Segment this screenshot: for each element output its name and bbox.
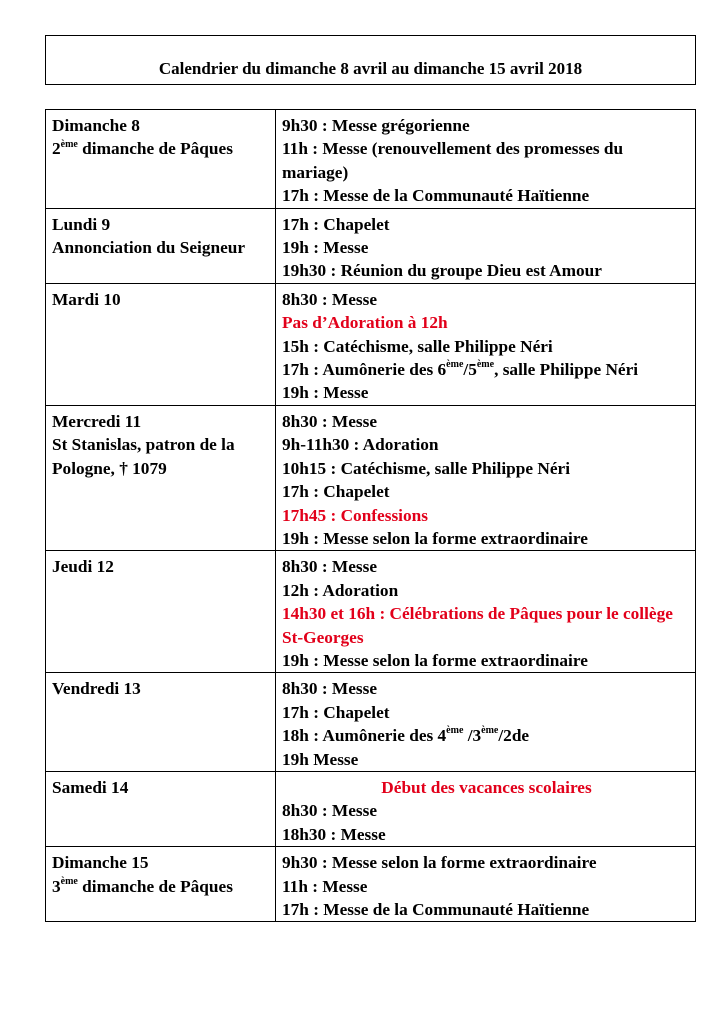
event-line-notice: Pas d’Adoration à 12h <box>282 313 448 333</box>
day-subtitle: 3ème dimanche de Pâques <box>52 875 233 896</box>
day-cell <box>46 208 276 283</box>
calendar-table <box>45 109 696 922</box>
day-name: Mercredi 11 <box>52 411 142 431</box>
event-line-notice: 14h30 et 16h : Célébrations de Pâques pour le collège St-Georges <box>282 604 673 647</box>
event-line: 8h30 : Messe <box>282 411 378 431</box>
day-subtitle: 2ème dimanche de Pâques <box>52 138 233 159</box>
table-row <box>46 551 696 673</box>
event-line: 9h30 : Messe selon la forme extraordinaire <box>282 853 597 873</box>
page-title: Calendrier du dimanche 8 avril au dimanche 15 avril 2018 <box>158 59 583 78</box>
event-line: 11h : Messe (renouvellement des promesses du mariage) <box>282 139 624 182</box>
event-line: 19h : Messe <box>282 383 369 403</box>
event-line-notice: Début des vacances scolaires <box>381 777 592 797</box>
event-line: 19h Messe <box>282 749 359 769</box>
event-line: 19h30 : Réunion du groupe Dieu est Amour <box>282 261 602 281</box>
events-cell <box>276 771 696 846</box>
events-cell <box>276 673 696 772</box>
day-name: Lundi 9 <box>52 214 111 234</box>
event-line: 8h30 : Messe <box>282 679 378 699</box>
event-line: 19h : Messe selon la forme extraordinaire <box>282 650 588 670</box>
event-line: 8h30 : Messe <box>282 557 378 577</box>
event-line: 9h-11h30 : Adoration <box>282 435 439 455</box>
event-line-aumonerie: 18h : Aumônerie des 4ème /3ème/2de <box>282 725 530 746</box>
day-cell <box>46 771 276 846</box>
event-line: 8h30 : Messe <box>282 289 378 309</box>
event-line: 18h30 : Messe <box>282 824 386 844</box>
event-line: 19h : Messe selon la forme extraordinaire <box>282 528 588 548</box>
day-name: Samedi 14 <box>52 777 129 797</box>
event-line: 12h : Adoration <box>282 580 399 600</box>
event-line: 19h : Messe <box>282 238 369 258</box>
events-cell <box>276 847 696 922</box>
day-cell <box>46 110 276 209</box>
events-cell <box>276 208 696 283</box>
event-line: 11h : Messe <box>282 876 368 896</box>
table-row <box>46 771 696 846</box>
day-name: Dimanche 8 <box>52 116 140 135</box>
day-cell <box>46 551 276 673</box>
event-line: 10h15 : Catéchisme, salle Philippe Néri <box>282 458 570 478</box>
day-name: Jeudi 12 <box>52 557 114 577</box>
day-subtitle: Annonciation du Seigneur <box>52 238 246 258</box>
event-line: 17h : Messe de la Communauté Haïtienne <box>282 900 590 919</box>
event-line: 15h : Catéchisme, salle Philippe Néri <box>282 336 553 356</box>
events-cell <box>276 110 696 209</box>
day-subtitle: St Stanislas, patron de la Pologne, † 1079 <box>52 435 235 478</box>
day-name: Dimanche 15 <box>52 853 149 873</box>
events-cell <box>276 551 696 673</box>
day-cell <box>46 673 276 772</box>
title-box <box>45 35 696 85</box>
day-cell <box>46 283 276 405</box>
table-row <box>46 847 696 922</box>
day-name: Mardi 10 <box>52 289 121 309</box>
table-row <box>46 673 696 772</box>
table-row <box>46 283 696 405</box>
table-row <box>46 110 696 209</box>
events-cell <box>276 405 696 550</box>
event-line-aumonerie: 17h : Aumônerie des 6ème/5ème, salle Philippe Néri <box>282 359 639 380</box>
day-cell <box>46 405 276 550</box>
event-line: 17h : Chapelet <box>282 482 390 502</box>
event-line-notice: 17h45 : Confessions <box>282 505 428 525</box>
event-line: 9h30 : Messe grégorienne <box>282 116 470 135</box>
event-line: 17h : Chapelet <box>282 702 390 722</box>
event-line: 17h : Chapelet <box>282 214 390 234</box>
event-line: 8h30 : Messe <box>282 801 378 821</box>
table-row <box>46 405 696 550</box>
event-line: 17h : Messe de la Communauté Haïtienne <box>282 186 590 206</box>
day-cell <box>46 847 276 922</box>
table-row <box>46 208 696 283</box>
events-cell <box>276 283 696 405</box>
day-name: Vendredi 13 <box>52 679 141 699</box>
